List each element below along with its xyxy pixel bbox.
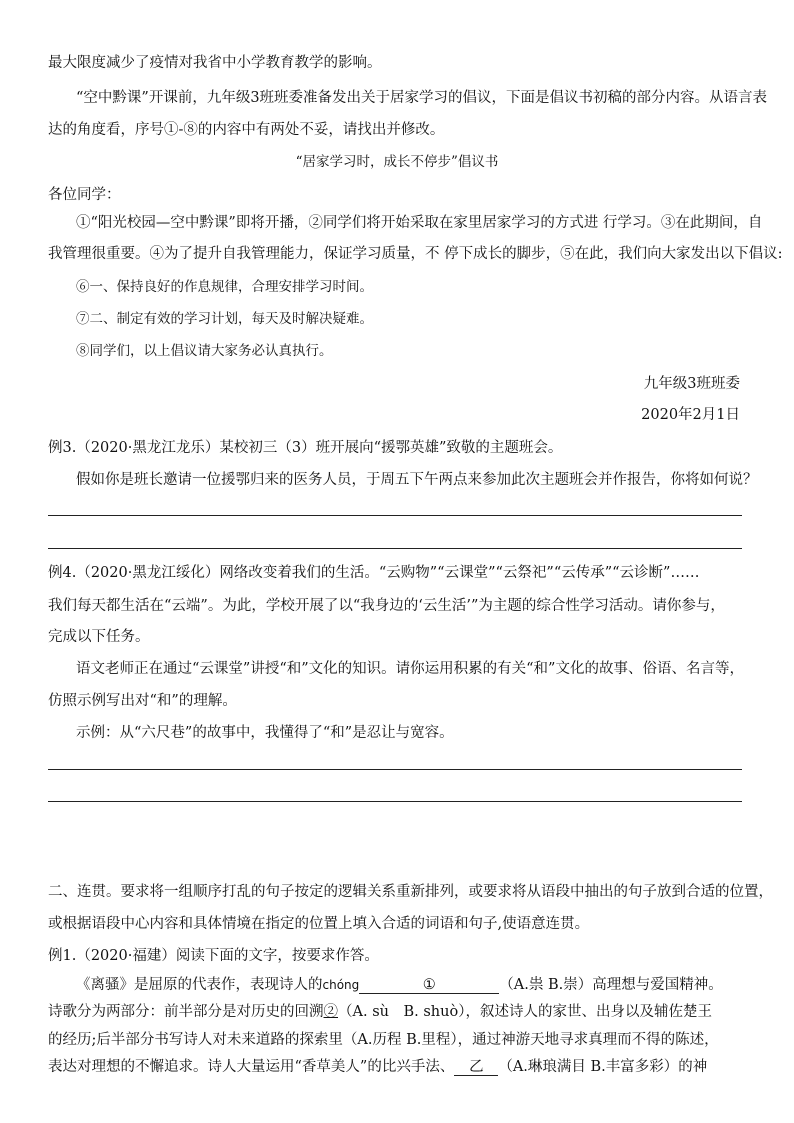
passage-text: 诗歌分为两部分：前半部分是对历史的回溯 [48,1004,324,1020]
text-line: ⑧同学们，以上倡议请大家务必认真执行。 [76,343,333,359]
text-line: 假如你是班长邀请一位援鄂归来的医务人员，于周五下午两点来参加此次主题班会并作报告，你将如何说？ [76,472,758,488]
text-line: 达的角度看，序号①-⑧的内容中有两处不妥，请找出并修改。 [48,122,445,138]
passage-text: （A.琳琅满目 B.丰富多彩）的神 [498,1059,708,1075]
pinyin: chóng [322,978,360,992]
passage-line [48,1057,740,1077]
passage-text: （A.祟 B.崇）高理想与爱国精神。 [499,977,723,993]
text-line: 仿照示例写出对“和”的理解。 [48,693,237,709]
signature: 九年级3班班委 [643,376,740,392]
section-heading: 二、连贯。要求将一组顺序打乱的句子按定的逻辑关系重新排列，或要求将从语段中抽出的句子放到合适的位置， [48,884,773,900]
passage-line [48,1002,740,1022]
answer-line [48,801,742,802]
text-line: 语文老师正在通过“云课堂”讲授“和”文化的知识。请你运用积累的有关“和”文化的故事、俗语、名言等， [76,661,744,677]
text-line: 我管理很重要。④为了提升自我管理能力，保证学习质量，不 停下成长的脚步，⑤在此，我们向大家发出以下倡议: [48,246,783,262]
passage-text: （A. sù B. shuò），叙述诗人的家世、出身以及辅佐楚王 [338,1004,712,1020]
example-heading: 例4.（2020·黑龙江绥化）网络改变着我们的生活。“云购物”“云课堂”“云祭祀”“云传承”“云诊断”…… [48,565,700,581]
date: 2020年2月1日 [641,407,740,423]
salutation: 各位同学： [48,187,121,203]
text-line: “空中黔课”开课前，九年级3班班委准备发出关于居家学习的倡议，下面是倡议书初稿的部分内容。从语言表 [76,90,768,106]
example-text: 示例：从“六尺巷”的故事中，我懂得了“和”是忍让与宽容。 [76,725,454,741]
passage-line [48,975,740,995]
answer-line [48,515,742,516]
fill-blank[interactable]: ① [359,975,499,994]
text-line: 我们每天都生活在“云端”。为此，学校开展了以“我身边的‘云生活’”为主题的综合性学习活动。请你参与， [48,598,725,614]
text-line: 完成以下任务。 [48,629,150,645]
marker: ② [323,1004,338,1020]
fill-blank[interactable]: 乙 [454,1057,498,1076]
answer-line [48,548,742,549]
answer-line [48,769,742,770]
passage-line: 的经历;后半部分书写诗人对未来道路的探索里（A.历程 B.里程），通过神游天地寻求真理而不得的陈述， [48,1032,719,1048]
text-line: 最大限度减少了疫情对我省中小学教育教学的影响。 [48,55,382,71]
passage-text: 《离骚》是屈原的代表作，表现诗人的 [76,977,323,993]
passage-text: 表达对理想的不懈追求。诗人大量运用“香草美人”的比兴手法、 [48,1059,455,1075]
example-heading: 例3.（2020·黑龙江龙乐）某校初三（3）班开展向“援鄂英雄”致敬的主题班会。 [48,440,563,456]
text-line: 或根据语段中心内容和具体情境在指定的位置上填入合适的词语和句子,使语意连贯。 [48,916,590,932]
text-line: ⑦二、制定有效的学习计划，每天及时解决疑难。 [76,311,373,327]
example-heading: 例1.（2020·福建）阅读下面的文字，按要求作答。 [48,948,379,964]
text-line: ①“阳光校园—空中黔课”即将开播，②同学们将开始采取在家里居家学习的方式进 行学习。③在此期间，自 [76,215,763,231]
proposal-title: “居家学习时，成长不停步”倡议书 [295,154,499,170]
text-line: ⑥一、保持良好的作息规律，合理安排学习时间。 [76,279,373,295]
